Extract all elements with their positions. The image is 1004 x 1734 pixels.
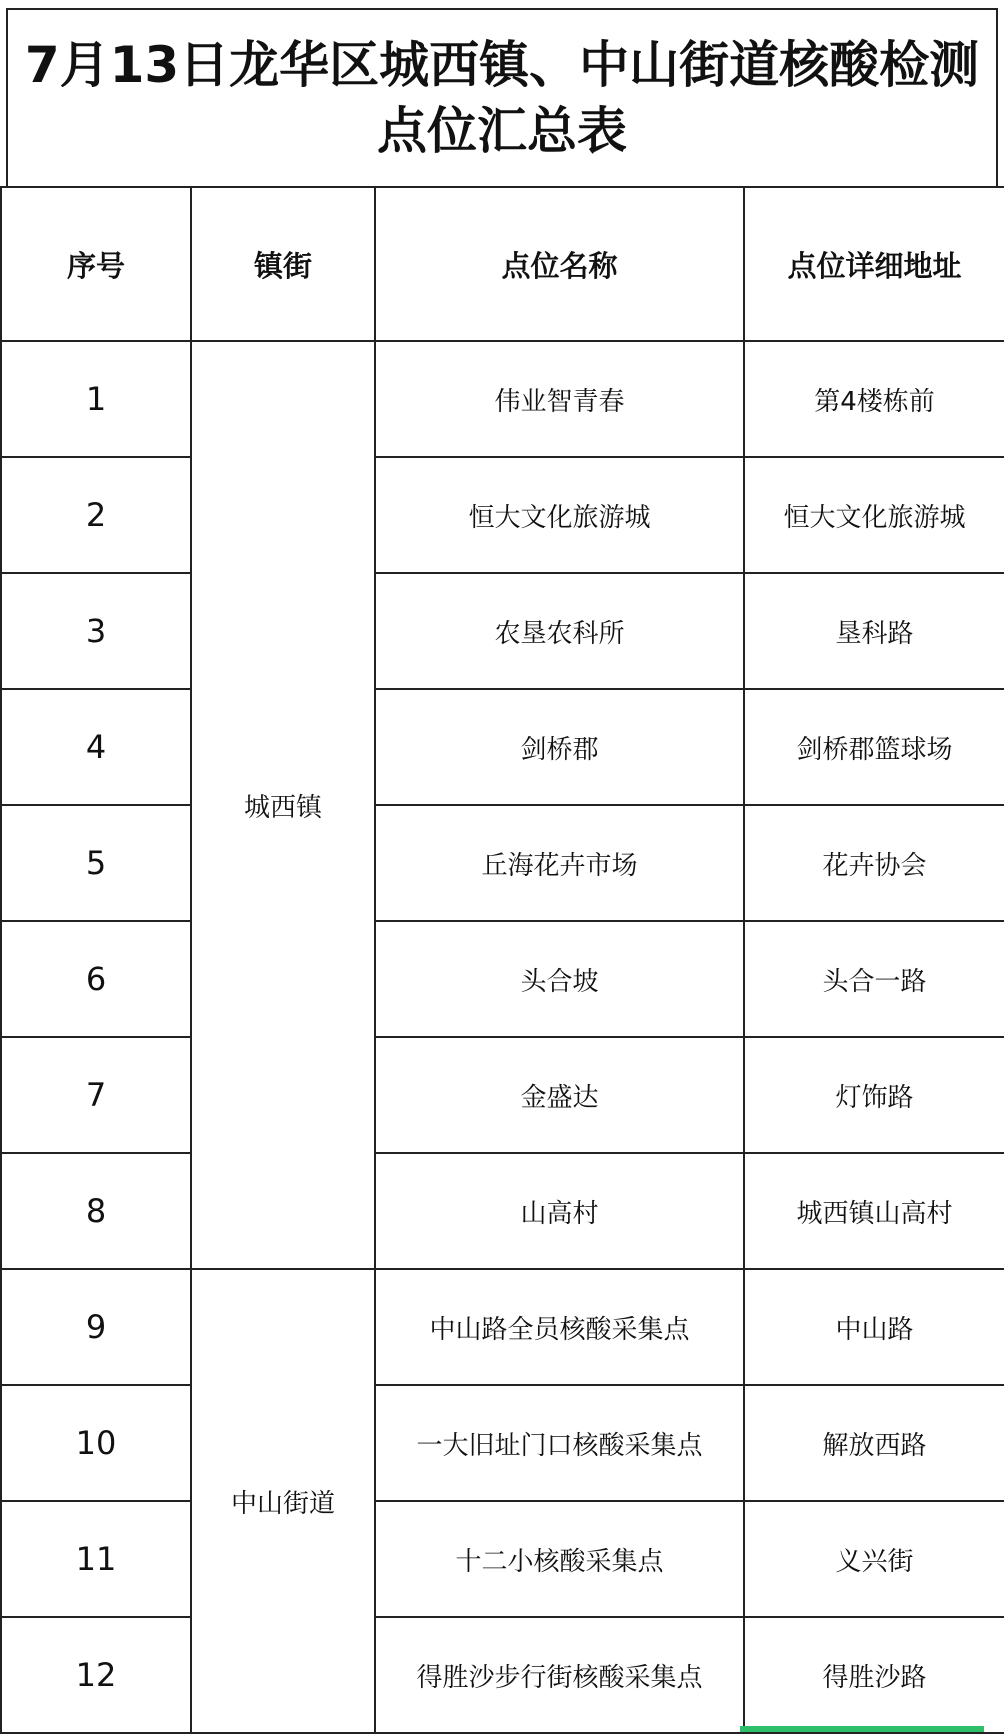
header-seq: 序号: [1, 187, 191, 341]
address-cell: 头合一路: [744, 921, 1004, 1037]
site-cell: 恒大文化旅游城: [375, 457, 744, 573]
selection-indicator: [740, 1726, 984, 1732]
seq-cell: 11: [1, 1501, 191, 1617]
header-row: [1, 187, 1004, 341]
address-cell: 恒大文化旅游城: [744, 457, 1004, 573]
address-cell: 第4楼栋前: [744, 341, 1004, 457]
seq-cell: 4: [1, 689, 191, 805]
site-cell: 农垦农科所: [375, 573, 744, 689]
seq-cell: 6: [1, 921, 191, 1037]
seq-cell: 8: [1, 1153, 191, 1269]
table-row: [1, 1037, 1004, 1153]
address-cell: 城西镇山高村: [744, 1153, 1004, 1269]
seq-cell: 7: [1, 1037, 191, 1153]
seq-cell: 5: [1, 805, 191, 921]
seq-cell: 3: [1, 573, 191, 689]
table-row: [1, 573, 1004, 689]
table-title: 7月13日龙华区城西镇、中山街道核酸检测点位汇总表: [6, 8, 998, 186]
site-cell: 头合坡: [375, 921, 744, 1037]
address-cell: 灯饰路: [744, 1037, 1004, 1153]
table-row: [1, 805, 1004, 921]
site-cell: 剑桥郡: [375, 689, 744, 805]
seq-cell: 1: [1, 341, 191, 457]
table-row: [1, 457, 1004, 573]
header-site: 点位名称: [375, 187, 744, 341]
seq-cell: 2: [1, 457, 191, 573]
site-cell: 山高村: [375, 1153, 744, 1269]
table-row: [1, 1269, 1004, 1385]
sites-table: [0, 186, 1004, 1734]
header-address: 点位详细地址: [744, 187, 1004, 341]
table-row: [1, 1385, 1004, 1501]
site-cell: 十二小核酸采集点: [375, 1501, 744, 1617]
address-cell: 中山路: [744, 1269, 1004, 1385]
header-town: 镇街: [191, 187, 375, 341]
table-row: [1, 1501, 1004, 1617]
site-cell: 一大旧址门口核酸采集点: [375, 1385, 744, 1501]
address-cell: 垦科路: [744, 573, 1004, 689]
site-cell: 丘海花卉市场: [375, 805, 744, 921]
town-cell: 中山街道: [191, 1269, 375, 1733]
seq-cell: 9: [1, 1269, 191, 1385]
seq-cell: 10: [1, 1385, 191, 1501]
site-cell: 伟业智青春: [375, 341, 744, 457]
table-row: [1, 921, 1004, 1037]
address-cell: 解放西路: [744, 1385, 1004, 1501]
site-cell: 金盛达: [375, 1037, 744, 1153]
address-cell: 得胜沙路: [744, 1617, 1004, 1733]
address-cell: 剑桥郡篮球场: [744, 689, 1004, 805]
table-row: [1, 1153, 1004, 1269]
site-cell: 得胜沙步行街核酸采集点: [375, 1617, 744, 1733]
site-cell: 中山路全员核酸采集点: [375, 1269, 744, 1385]
address-cell: 义兴街: [744, 1501, 1004, 1617]
table-row: [1, 1617, 1004, 1733]
table-row: [1, 341, 1004, 457]
town-cell: 城西镇: [191, 341, 375, 1269]
seq-cell: 12: [1, 1617, 191, 1733]
address-cell: 花卉协会: [744, 805, 1004, 921]
table-row: [1, 689, 1004, 805]
